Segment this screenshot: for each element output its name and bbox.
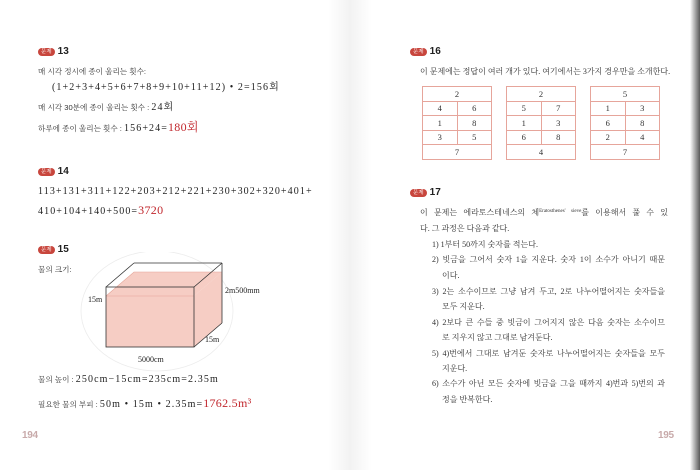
problem-13-line-3-label: 매 시각 30분에 종이 울리는 횟수 : bbox=[38, 103, 152, 112]
step-6-line-1: 6) 소수가 아닌 모든 숫자에 빗금을 그을 때까지 4)번과 5)번의 과 bbox=[432, 379, 665, 388]
table-cell: 8 bbox=[625, 116, 660, 131]
table-cell: 6 bbox=[457, 101, 492, 116]
problem-13-line-4-formula: 156+24= bbox=[124, 123, 168, 134]
problem-17-badge bbox=[410, 188, 441, 198]
table-cell: 5 bbox=[457, 130, 492, 145]
problem-number: 13 bbox=[57, 46, 69, 57]
answer-table-1 bbox=[422, 86, 492, 160]
table-cell-top: 2 bbox=[423, 87, 492, 102]
table-cell: 1 bbox=[423, 116, 458, 131]
problem-15-volume-label: 필요한 물의 부피 : bbox=[38, 400, 100, 409]
problem-14-line-2 bbox=[38, 202, 163, 218]
table-cell: 3 bbox=[625, 101, 660, 116]
problem-15-size-label: 물의 크기: bbox=[38, 265, 72, 274]
water-tank-diagram bbox=[80, 252, 270, 374]
table-cell: 6 bbox=[507, 130, 542, 145]
problem-label-tag: 문제 bbox=[410, 48, 427, 56]
step-5-line-2: 지운다. bbox=[442, 364, 468, 373]
problem-17-intro-line-1 bbox=[420, 209, 668, 217]
problem-15-volume-line bbox=[38, 397, 252, 410]
book-edge-shadow bbox=[690, 0, 700, 470]
problem-15-height-value: 250cm−15cm=235cm=2.35m bbox=[75, 374, 219, 385]
table-cell: 2 bbox=[591, 130, 626, 145]
step-4-line-2: 로 지우지 않고 그대로 남겨둔다. bbox=[442, 333, 553, 342]
table-cell: 3 bbox=[541, 116, 576, 131]
table-cell: 7 bbox=[541, 101, 576, 116]
table-cell: 1 bbox=[591, 101, 626, 116]
step-1-line-1: 1) 1부터 50까지 숫자를 적는다. bbox=[432, 240, 538, 249]
step-2-line-2: 이다. bbox=[442, 271, 460, 280]
intro-text-after: 를 이용해서 풀 수 있 bbox=[581, 208, 668, 217]
problem-16-intro: 이 문제에는 정답이 여러 개가 있다. 여기에서는 3가지 경우만을 소개한다. bbox=[420, 67, 671, 76]
table-cell: 8 bbox=[541, 130, 576, 145]
intro-text-before: 이 문제는 에라토스테네스의 체 bbox=[420, 208, 540, 217]
answer-table-3 bbox=[590, 86, 660, 160]
problem-15-badge bbox=[38, 245, 69, 255]
water-front-face bbox=[106, 296, 194, 347]
step-3-line-1: 3) 2는 소수이므로 그냥 남겨 두고, 2로 나누어떨어지는 숫자들을 bbox=[432, 287, 665, 296]
problem-label-tag: 문제 bbox=[410, 189, 427, 197]
page-number-right: 195 bbox=[658, 430, 674, 441]
table-cell: 5 bbox=[507, 101, 542, 116]
intro-superscript-term: Eratosthenes' sieve bbox=[539, 209, 582, 214]
problem-label-tag: 문제 bbox=[38, 246, 55, 254]
problem-14-formula: 410+104+140+500= bbox=[38, 206, 139, 217]
page-gutter-shadow bbox=[328, 0, 372, 470]
table-cell: 3 bbox=[423, 130, 458, 145]
step-5-line-1: 5) 4)번에서 그대로 남겨둔 숫자로 나누어떨어지는 숫자들을 모두 bbox=[432, 349, 665, 358]
problem-13-badge bbox=[38, 47, 69, 57]
problem-15-volume-formula: 50m • 15m • 2.35m= bbox=[99, 399, 204, 410]
table-cell-bottom: 4 bbox=[507, 145, 576, 160]
problem-13-line-1: 매 시각 정시에 종이 울리는 횟수: bbox=[38, 67, 147, 76]
step-2-line-1: 2) 빗금을 그어서 숫자 1을 지운다. 숫자 1이 소수가 아니기 때문 bbox=[432, 255, 665, 264]
table-cell-bottom: 7 bbox=[591, 145, 660, 160]
diagram-depth-label: 15m bbox=[205, 335, 220, 344]
table-cell: 8 bbox=[457, 116, 492, 131]
problem-13-line-4 bbox=[38, 121, 199, 134]
table-cell-top: 5 bbox=[591, 87, 660, 102]
page-number-left: 194 bbox=[22, 430, 38, 441]
problem-14-answer: 3720 bbox=[138, 203, 164, 217]
table-cell: 1 bbox=[507, 116, 542, 131]
diagram-height-label: 2m500mm bbox=[225, 286, 260, 295]
problem-15-answer: 1762.5m³ bbox=[203, 396, 252, 410]
problem-13-line-3 bbox=[38, 103, 174, 113]
step-3-line-2: 모두 지운다. bbox=[442, 302, 485, 311]
problem-15-height-label: 물의 높이 : bbox=[38, 375, 76, 384]
table-cell: 4 bbox=[625, 130, 660, 145]
diagram-width-label: 5000cm bbox=[138, 355, 164, 364]
table-cell-bottom: 7 bbox=[423, 145, 492, 160]
step-4-line-1: 4) 2보다 큰 수들 중 빗금이 그어지지 않은 다음 숫자는 소수이므 bbox=[432, 318, 665, 327]
problem-number: 15 bbox=[57, 244, 69, 255]
problem-number: 14 bbox=[57, 166, 69, 177]
answer-table-2 bbox=[506, 86, 576, 160]
problem-15-height-line bbox=[38, 375, 219, 385]
problem-13-line-4-label: 하루에 종이 울리는 횟수 : bbox=[38, 124, 125, 133]
table-cell-top: 2 bbox=[507, 87, 576, 102]
problem-13-line-3-value: 24회 bbox=[151, 102, 175, 113]
problem-13-answer: 180회 bbox=[168, 120, 199, 134]
problem-number: 16 bbox=[429, 46, 441, 57]
problem-label-tag: 문제 bbox=[38, 168, 55, 176]
step-6-line-2: 정을 반복한다. bbox=[442, 395, 493, 404]
problem-16-badge bbox=[410, 47, 441, 57]
problem-14-line-1: 113+131+311+122+203+212+221+230+302+320+401+ bbox=[38, 186, 313, 197]
table-cell: 4 bbox=[423, 101, 458, 116]
problem-label-tag: 문제 bbox=[38, 48, 55, 56]
table-cell: 6 bbox=[591, 116, 626, 131]
problem-number: 17 bbox=[429, 187, 441, 198]
problem-13-formula: (1+2+3+4+5+6+7+8+9+10+11+12) • 2=156회 bbox=[52, 82, 280, 93]
problem-17-intro-line-2: 다. 그 과정은 다음과 같다. bbox=[420, 224, 510, 233]
diagram-gap-label: 15m bbox=[88, 295, 103, 304]
problem-14-badge bbox=[38, 167, 69, 177]
